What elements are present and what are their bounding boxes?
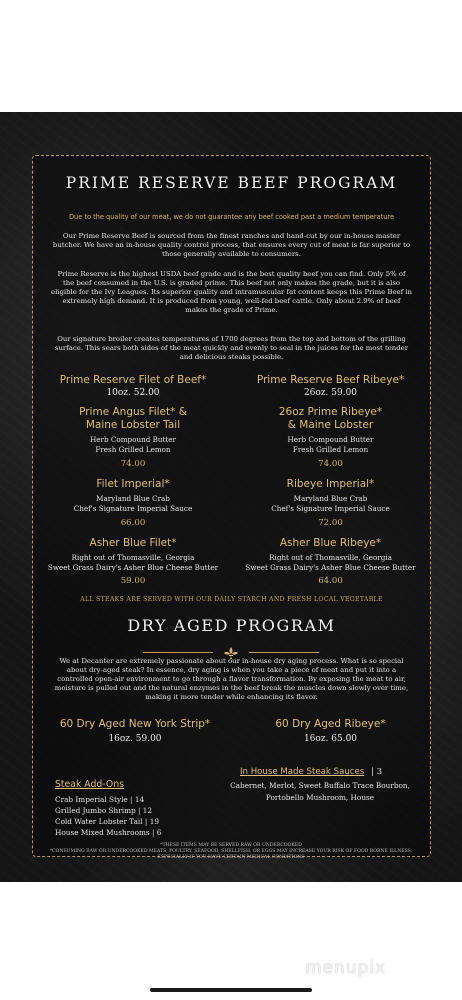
addons-title: Steak Add-Ons <box>55 779 124 790</box>
divider-line-right <box>249 652 319 653</box>
menu-title: PRIME RESERVE BEEF PROGRAM <box>65 174 398 192</box>
item-filet-imperial-desc-1: Maryland Blue Crab <box>96 494 170 503</box>
menupix-watermark: menupix <box>305 958 387 978</box>
addon-line-1: Crab Imperial Style | 14 <box>55 795 145 804</box>
footnotes <box>40 843 422 861</box>
item-ribeye-lobster-price: 74.00 <box>318 459 343 469</box>
item-asher-ribeye-desc-2: Sweet Grass Dairy's Asher Blue Cheese Butter <box>245 563 416 572</box>
item-filet-price: 10oz. 52.00 <box>106 388 160 398</box>
intro-paragraph-1: Our Prime Reserve Beef is sourced from the finest ranches and hand-cut by our in-house master butcher. We have an in-house quality control process, that ensures every cut of meat is far superior to those generally available to consumers. <box>52 232 411 258</box>
sauces-line-2: Portobello Mushroom, House <box>265 793 375 802</box>
item-angus-lobster-name: Prime Angus Filet* & <box>79 406 187 418</box>
addon-line-3: Cold Water Lobster Tail | 19 <box>55 817 159 826</box>
item-ribeye-lobster-desc-2: Fresh Grilled Lemon <box>292 445 369 454</box>
item-asher-filet-price: 59.00 <box>120 576 146 586</box>
item-asher-ribeye-price: 64.00 <box>318 576 343 586</box>
item-asher-filet-desc-1: Right out of Thomasville, Georgia <box>71 553 195 562</box>
item-asher-ribeye-name: Asher Blue Ribeye* <box>279 537 382 549</box>
addon-line-4: House Mixed Mushrooms | 6 <box>55 828 162 837</box>
item-ny-strip-name: 60 Dry Aged New York Strip* <box>59 718 211 730</box>
item-ny-strip-price: 16oz. 59.00 <box>108 734 162 744</box>
dry-aged-heading: DRY AGED PROGRAM <box>127 616 336 635</box>
item-ribeye-name: Prime Reserve Beef Ribeye* <box>256 374 405 386</box>
footnote-3: ESPECIALLY IF YOU HAVE CERTAIN MEDICAL CONDITIONS <box>157 855 305 860</box>
divider-line-left <box>143 652 213 653</box>
item-ribeye-imperial-desc-1: Maryland Blue Crab <box>293 494 368 503</box>
item-ribeye-imperial-name: Ribeye Imperial* <box>286 478 375 490</box>
item-filet-imperial-price: 66.00 <box>120 518 146 528</box>
home-indicator[interactable] <box>150 988 312 992</box>
footnote-2: *CONSUMING RAW OR UNDERCOOKED MEATS, POULTRY, SEAFOOD, SHELLFISH, OR EGGS MAY INCREASE YOUR RISK OF FOOD BORNE ILLNESS, <box>49 849 413 854</box>
item-ribeye-lobster-desc-1: Herb Compound Butter <box>287 435 374 444</box>
item-asher-filet-name: Asher Blue Filet* <box>89 537 177 549</box>
item-filet-imperial-desc-2: Chef's Signature Imperial Sauce <box>73 504 193 513</box>
addon-line-2: Grilled Jumbo Shrimp | 12 <box>55 806 153 815</box>
sauces-line-1: Cabernet, Merlot, Sweet Buffalo Trace Bourbon, <box>230 781 410 790</box>
item-asher-filet-desc-2: Sweet Grass Dairy's Asher Blue Cheese Butter <box>47 563 219 572</box>
item-dry-ribeye-price: 16oz. 65.00 <box>303 734 358 744</box>
item-ribeye-price: 26oz. 59.00 <box>303 388 358 398</box>
intro-paragraph-2: Prime Reserve is the highest USDA beef grade and is the best quality beef you can find. Only 5% of the beef consumed in the U.S. is graded prime. This beef not only makes the grade, but it is also eligible for the Ivy Leagues. Its superior quality and intramuscular fat content keeps this Prime Beef in extremely high demand. It is produced from young, well-fed beef cattle. Only about 2.9% of beef makes the grade of Prime. <box>51 270 412 314</box>
footnote-1: *THESE ITEMS MAY BE SERVED RAW OR UNDERCOOKED <box>160 843 302 848</box>
sauces-title: In House Made Steak Sauces <box>240 767 365 777</box>
item-ribeye-imperial-desc-2: Chef's Signature Imperial Sauce <box>271 504 390 513</box>
item-angus-lobster-desc-2: Fresh Grilled Lemon <box>95 445 171 454</box>
item-ribeye-lobster-name-2: & Maine Lobster <box>287 419 374 431</box>
sauces-heading <box>240 767 382 777</box>
item-ribeye-imperial-price: 72.00 <box>318 518 343 528</box>
item-angus-lobster-name-2: Maine Lobster Tail <box>85 419 181 431</box>
item-filet-imperial-name: Filet Imperial* <box>96 478 170 490</box>
item-ribeye-lobster-name: 26oz Prime Ribeye* <box>278 406 383 418</box>
item-angus-lobster-price: 74.00 <box>120 459 146 469</box>
item-filet-name: Prime Reserve Filet of Beef* <box>59 374 207 386</box>
item-angus-lobster-desc-1: Herb Compound Butter <box>90 435 176 444</box>
all-steaks-note: ALL STEAKS ARE SERVED WITH OUR DAILY STARCH AND FRESH LOCAL VEGETABLE <box>80 596 383 603</box>
item-dry-ribeye-name: 60 Dry Aged Ribeye* <box>275 718 386 730</box>
dry-aged-paragraph: We at Decanter are extremely passionate about our in-house dry aging process. What is so special about dry-aged steak? In essence, dry aging is when you take a piece of meat and put it into a controlled open-air environment to go through a flavor transformation. By exposing the meat to air, moisture is pulled out and the natural enzymes in the beef break the muscles down slowly over time, making it more tender while enhancing its flavor. <box>54 657 409 701</box>
sauces-price: | 3 <box>371 767 383 777</box>
top-margin <box>0 0 462 112</box>
item-asher-ribeye-desc-1: Right out of Thomasville, Georgia <box>269 553 392 562</box>
menu-card <box>32 155 431 857</box>
intro-paragraph-3: Our signature broiler creates temperatures of 1700 degrees from the top and bottom of the grilling surface. This sears both sides of the meat quickly and evenly to seal in the juices for the most tender and delicious steaks possible. <box>54 335 409 361</box>
menu-subtitle: Due to the quality of our meat, we do not guarantee any beef cooked past a medium temperature <box>68 213 395 221</box>
